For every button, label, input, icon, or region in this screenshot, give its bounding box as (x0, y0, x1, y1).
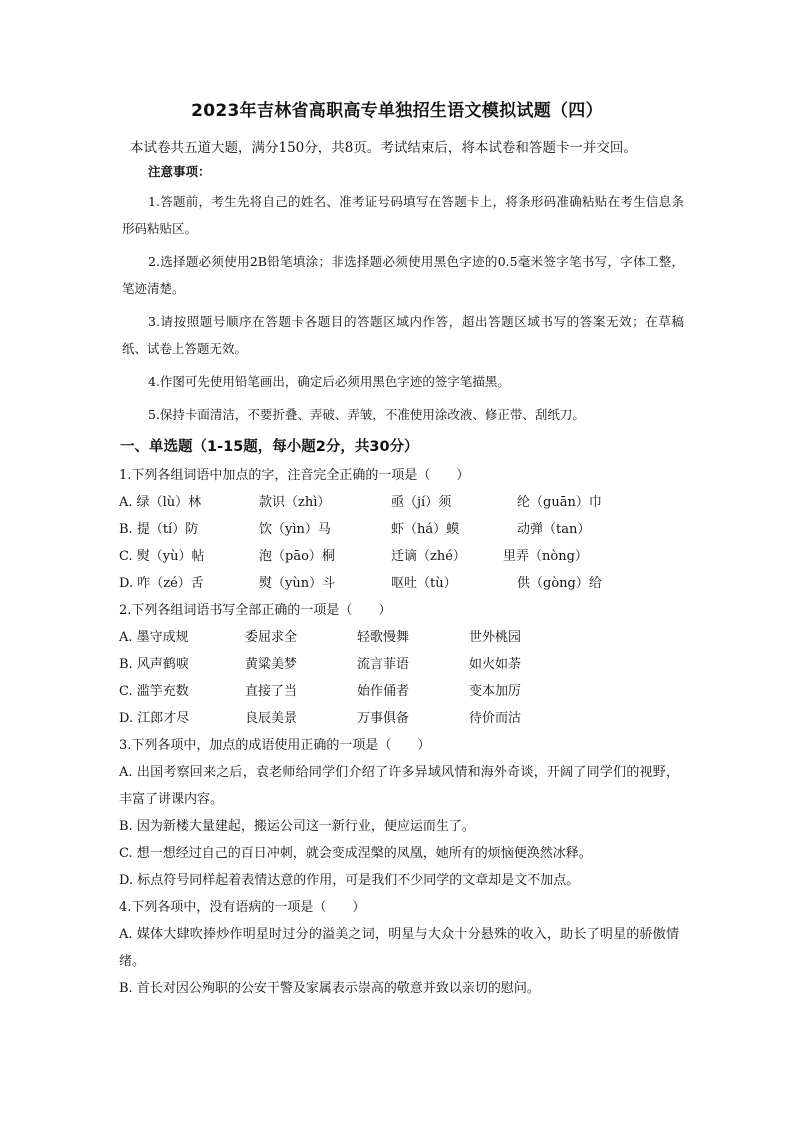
page-title: 2023年吉林省高职高专单独招生语文模拟试题（四） (191, 101, 603, 121)
option-cell: 动弹（tan） (517, 522, 591, 537)
question-stem: 3.下列各项中，加点的成语使用正确的一项是（ ） (119, 738, 431, 753)
option-cell: 直接了当 (245, 684, 298, 699)
option-text: B. 因为新楼大量建起，搬运公司这一新行业，便应运而生了。 (119, 819, 475, 834)
option-cell: 款识（zhì） (259, 495, 331, 510)
option-cell: 良辰美景 (245, 711, 298, 726)
option-cell: 纶（guān）巾 (517, 495, 602, 510)
option-text: A. 出国考察回来之后，袁老师给同学们介绍了许多异域风情和海外奇谈，开阔了同学们的视野，丰富了讲课内容。 (119, 765, 679, 807)
notice-item: 3.请按照题号顺序在答题卡各题目的答题区域内作答，超出答题区域书写的答案无效；在草稿纸、试卷上答题无效。 (122, 314, 684, 356)
exam-intro: 本试卷共五道大题，满分150分，共8页。考试结束后，将本试卷和答题卡一并交回。 (130, 140, 637, 156)
option-cell: 呕吐（tù） (391, 576, 457, 591)
option-row (119, 624, 679, 651)
option-cell: C. 滥竽充数 (119, 684, 189, 699)
notice-item: 1.答题前，考生先将自己的姓名、准考证号码填写在答题卡上，将条形码准确粘贴在考生信息条形码粘贴区。 (122, 194, 684, 236)
option-cell: 虾（há）蟆 (391, 522, 460, 537)
option-cell: 亟（jí）须 (391, 495, 452, 510)
option-cell: 黄粱美梦 (245, 657, 298, 672)
option-cell: 迁谪（zhé） (391, 549, 466, 564)
option-cell: A. 墨守成规 (119, 630, 189, 645)
option-cell: 委屈求全 (245, 630, 298, 645)
option-row (119, 570, 679, 597)
option-text: B. 首长对因公殉职的公安干警及家属表示崇高的敬意并致以亲切的慰问。 (119, 981, 540, 996)
option-cell: 始作俑者 (357, 684, 410, 699)
option-cell: 饮（yìn）马 (259, 522, 331, 537)
option-cell: 待价而沽 (469, 711, 522, 726)
option-text: C. 想一想经过自己的百日冲刺，就会变成涅槃的凤凰，她所有的烦恼便涣然冰释。 (119, 846, 592, 861)
option-cell: 轻歌慢舞 (357, 630, 410, 645)
option-cell: 供（gòng）给 (517, 576, 602, 591)
notice-list (122, 188, 684, 434)
question-list (119, 462, 679, 1002)
option-cell: 泡（pāo）桐 (259, 549, 335, 564)
option-row (119, 516, 679, 543)
option-cell: 熨（yùn）斗 (259, 576, 336, 591)
option-row (119, 678, 679, 705)
option-row (119, 489, 679, 516)
notice-item: 5.保持卡面清洁，不要折叠、弄破、弄皱，不准使用涂改液、修正带、刮纸刀。 (148, 407, 585, 422)
notice-heading: 注意事项： (148, 164, 211, 179)
question-stem: 4.下列各项中，没有语病的一项是（ ） (119, 900, 366, 915)
option-cell: 流言菲语 (357, 657, 410, 672)
question-stem: 1.下列各组词语中加点的字，注音完全正确的一项是（ ） (119, 468, 470, 483)
option-cell: D. 咋（zé）舌 (119, 576, 204, 591)
option-cell: B. 提（tí）防 (119, 522, 199, 537)
notice-item: 4.作图可先使用铅笔画出，确定后必须用黑色字迹的签字笔描黑。 (148, 374, 510, 389)
option-cell: C. 熨（yù）帖 (119, 549, 205, 564)
option-cell: 如火如荼 (469, 657, 522, 672)
option-row (119, 543, 679, 570)
option-row (119, 705, 679, 732)
option-text: A. 媒体大肆吹捧炒作明星时过分的溢美之词，明星与大众十分悬殊的收入，助长了明星的骄傲情绪。 (119, 927, 679, 969)
section-heading: 一、单选题（1-15题，每小题2分，共30分） (120, 439, 419, 455)
option-cell: 里弄（nòng） (503, 549, 588, 564)
option-cell: 变本加厉 (469, 684, 522, 699)
option-cell: A. 绿（lù）林 (119, 495, 202, 510)
option-row (119, 651, 679, 678)
option-cell: D. 江郎才尽 (119, 711, 190, 726)
option-text: D. 标点符号同样起着表情达意的作用，可是我们不少同学的文章却是文不加点。 (119, 873, 580, 888)
option-cell: B. 风声鹤唳 (119, 657, 189, 672)
notice-item: 2.选择题必须使用2B铅笔填涂；非选择题必须使用黑色字迹的0.5毫米签字笔书写，字体工整，笔迹清楚。 (122, 254, 684, 296)
option-cell: 万事俱备 (357, 711, 410, 726)
question-stem: 2.下列各组词语书写全部正确的一项是（ ） (119, 603, 392, 618)
option-cell: 世外桃园 (469, 630, 522, 645)
